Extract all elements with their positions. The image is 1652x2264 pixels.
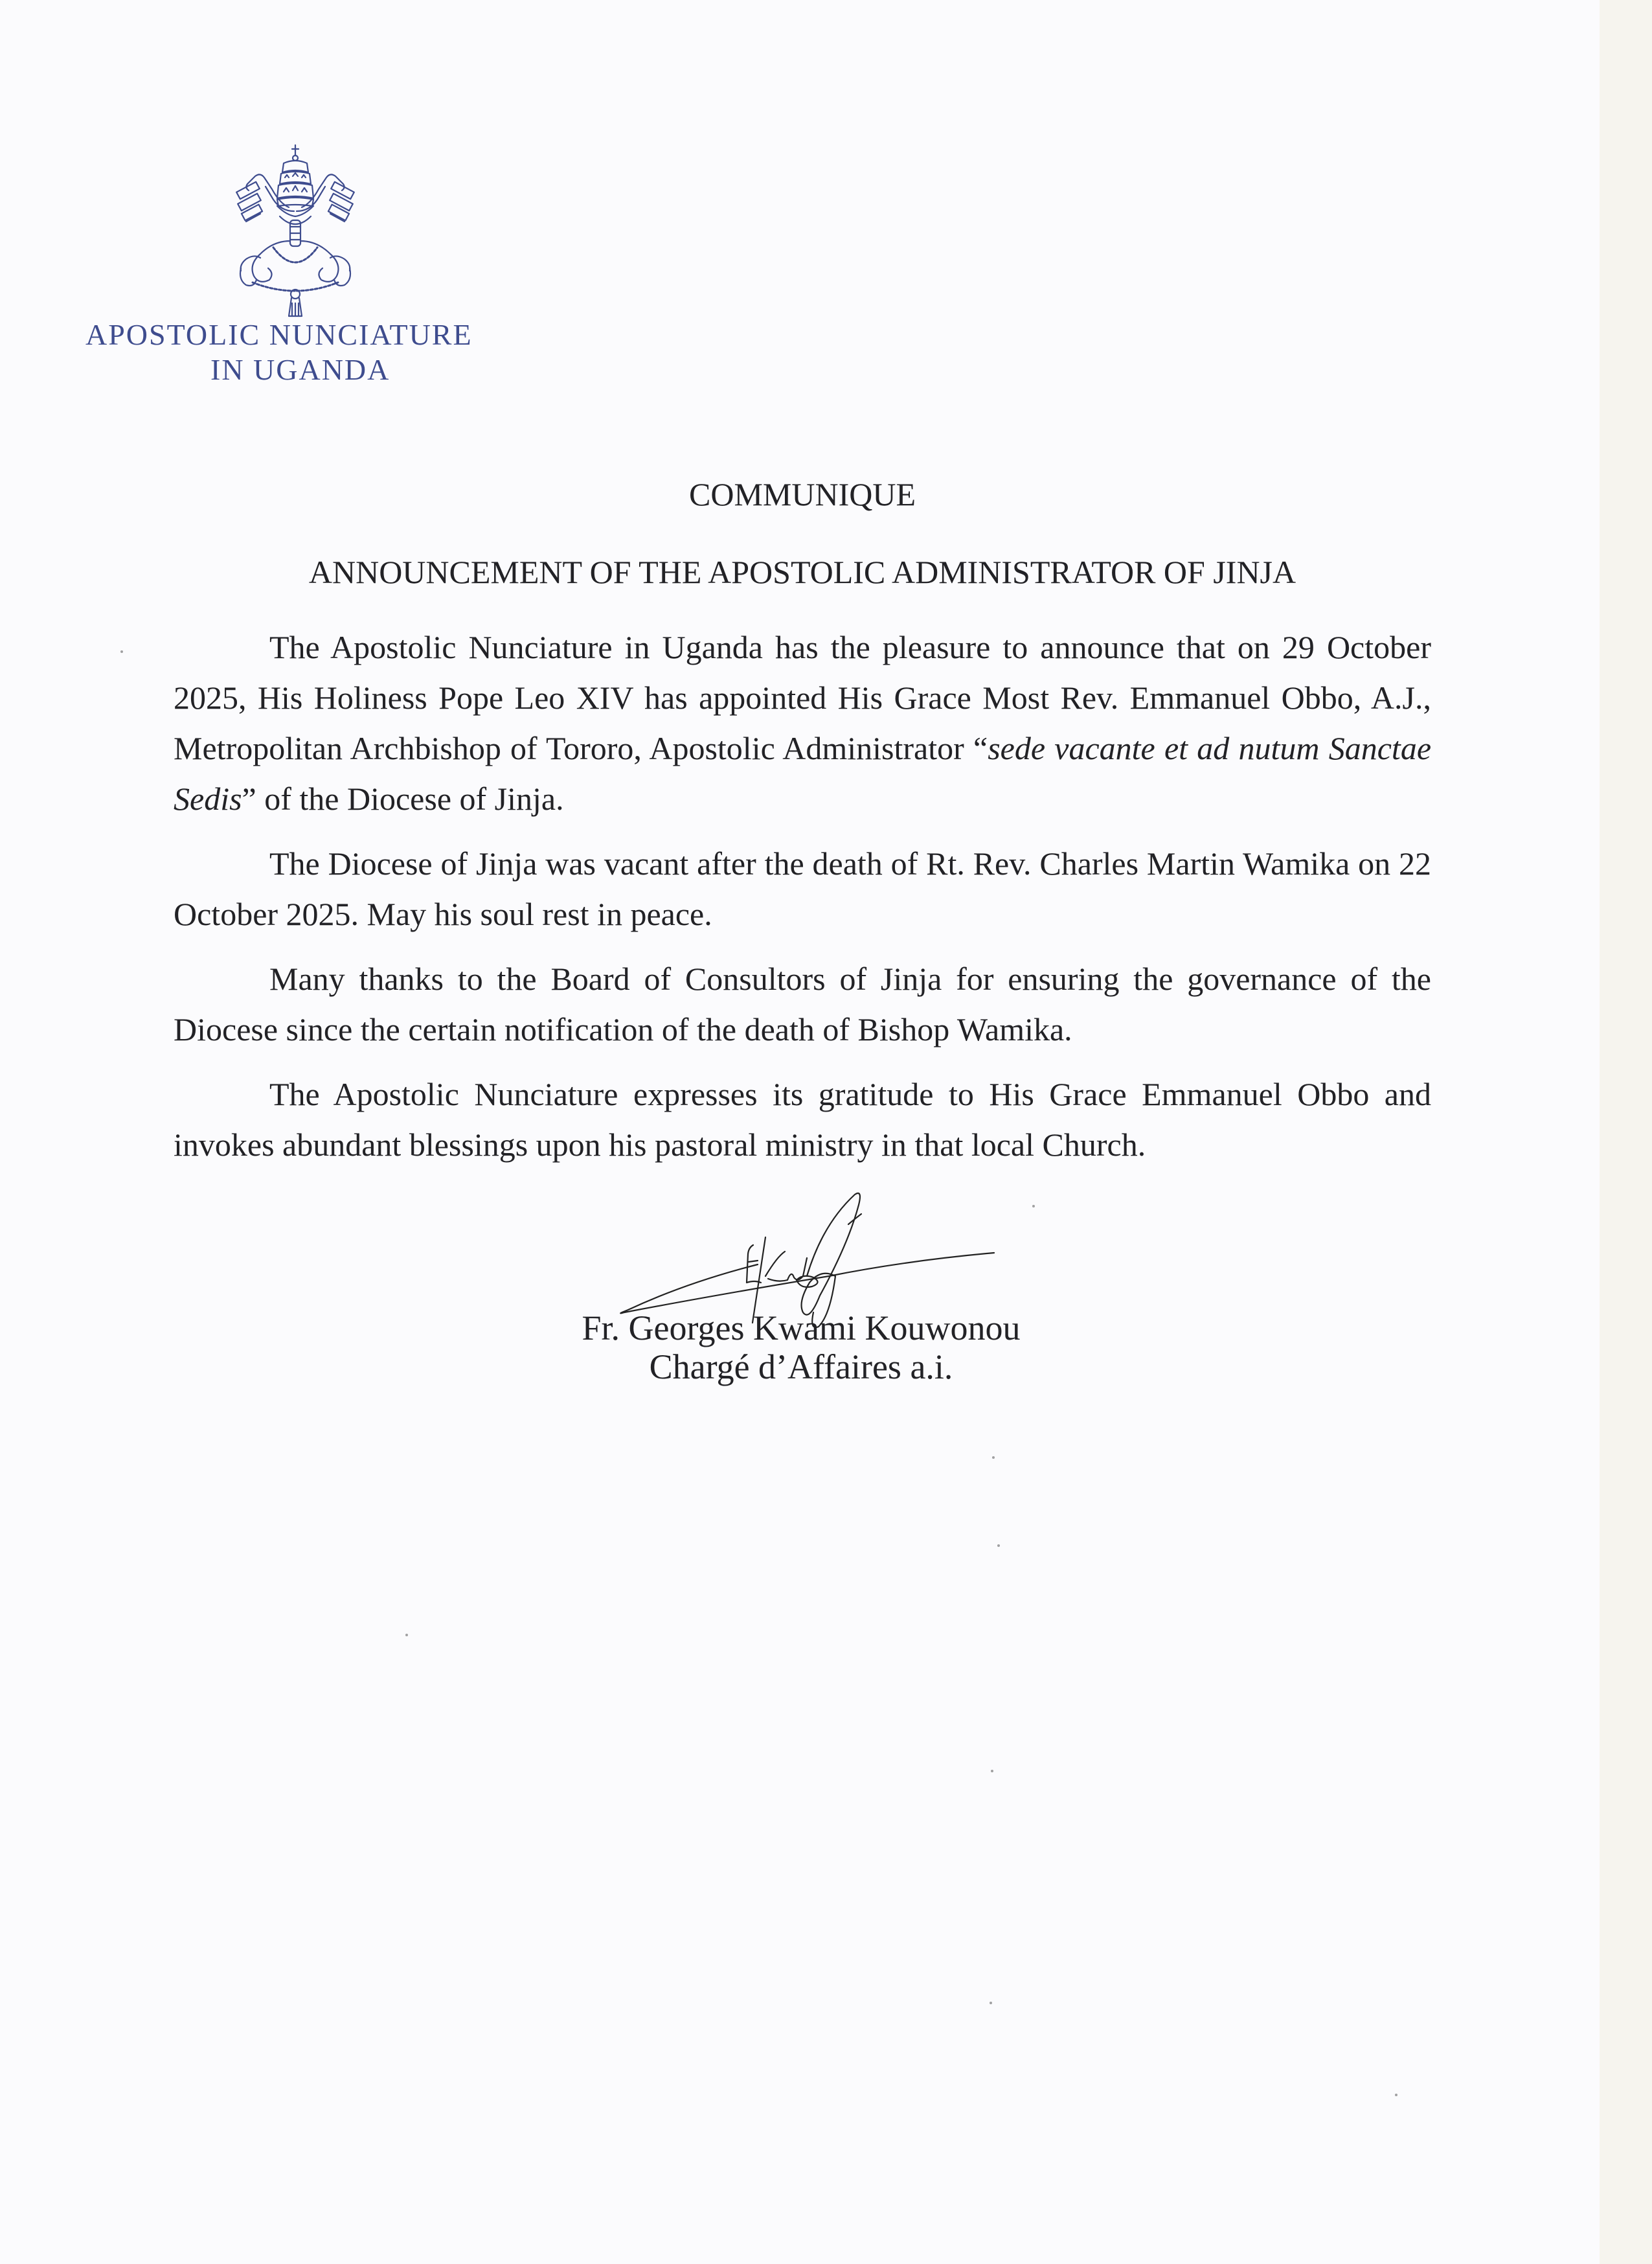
latin-phrase: sede vacante et ad nutum Sanctae Sedis [174,730,1432,817]
signatory-name: Fr. Georges Kwami Kouwonou [582,1309,1021,1347]
document-title: COMMUNIQUE [689,476,916,512]
paragraph-vacancy: The Diocese of Jinja was vacant after the death of Rt. Rev. Charles Martin Wamika on 22 October 2025. May his soul rest in peace. [174,845,1431,932]
signatory-title: Chargé d’Affaires a.i. [649,1347,953,1386]
scan-speck [990,2002,992,2004]
scan-speck [405,1634,408,1636]
paragraph-thanks: Many thanks to the Board of Consultors of Jinja for ensuring the governance of the Diocese since the certain notification of the death of Bishop Wamika. [174,961,1431,1047]
document-subtitle: ANNOUNCEMENT OF THE APOSTOLIC ADMINISTRATOR OF JINJA [308,554,1296,590]
scan-speck [992,1456,995,1459]
scanner-background [1600,0,1652,2264]
handwritten-signature-icon [615,1185,1004,1328]
papal-coat-of-arms-icon [234,144,356,319]
scan-speck [991,1770,993,1772]
paragraph-appointment [174,622,1431,824]
paragraph-text: The Apostolic Nunciature in Uganda has the pleasure to announce that on 29 October 2025, His Holiness Pope Leo XIV has appointed His Grace Most Rev. Emmanuel Obbo, A.J., Metropolitan Archbishop of Tororo, Apostolic Administrator “ [174,629,1431,766]
paragraph-gratitude: The Apostolic Nunciature expresses its gratitude to His Grace Emmanuel Obbo and invokes abundant blessings upon his pastoral ministry in that local Church. [174,1076,1431,1163]
letterhead-subtitle: IN UGANDA [210,353,390,386]
paragraph-text: ” of the Diocese of Jinja. [242,781,564,817]
scan-speck [120,650,123,653]
scan-speck [1032,1205,1035,1207]
document-body [174,622,1431,1184]
scan-speck [1395,2094,1397,2096]
letterhead-title: APOSTOLIC NUNCIATURE [85,318,473,351]
scan-speck [997,1544,1000,1547]
